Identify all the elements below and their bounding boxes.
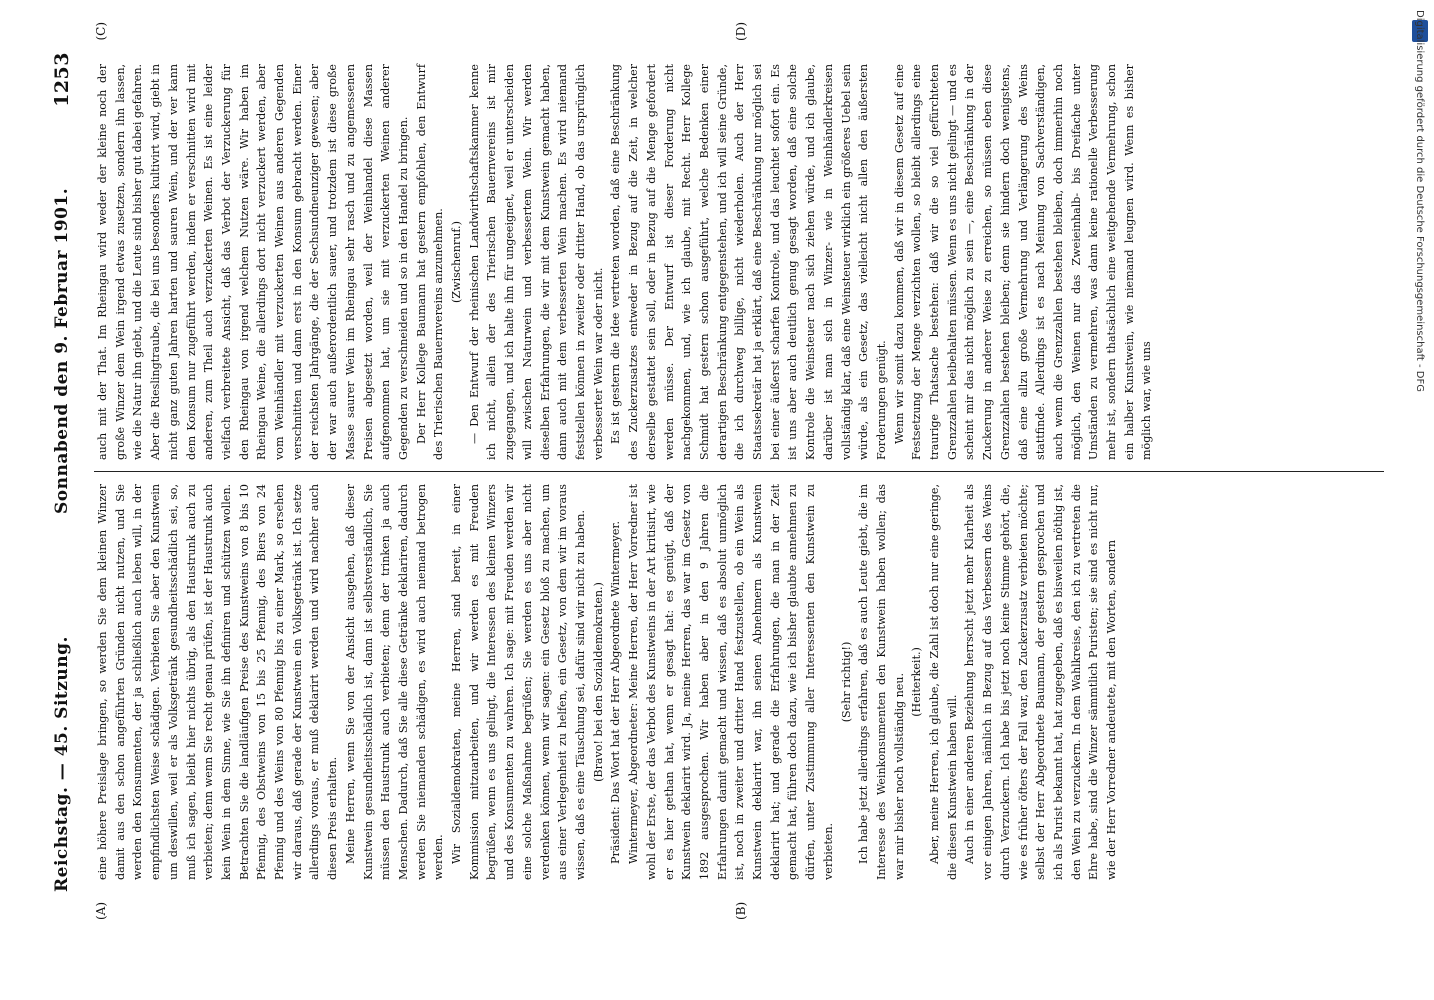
text-columns (94, 22, 1384, 920)
paragraph: Wenn wir somit dazu kommen, daß wir in diesem Gesetz auf eine Festsetzung der Menge verzichten wollen, so bleibt allerdings eine traurige Thatsache bestehen: daß wir die so viel gefürchteten Grenzzahlen beibehalten müssen. Wenn es uns nicht gelingt — und es scheint mir das nicht möglich zu sein —, eine Beschränkung in der Zuckerung in anderer Weise zu erreichen, so müssen eben diese Grenzzahlen bestehen bleiben; denn sie hindern doch wenigstens, daß eine allzu große Vermehrung und Verlängerung des Weins stattfinde. Allerdings ist es nach Meinung von Sachverständigen, auch wenn die Grenzzahlen bestehen bleiben, doch immerhin noch möglich, den Weinen nur das Zweieinhalb- bis Dreifache unter Umständen zu vermehren, was dann keine rationelle Verbesserung mehr ist, sondern thatsächlich eine weitgehende Vermehrung, schon ein halber Kunstwein, wie niemand leugnen wird. Wenn es bisher möglich war, wie uns (892, 64, 1154, 460)
left-column (94, 472, 1384, 892)
header-date: Sonnabend den 9. Februar 1901. (52, 187, 72, 514)
paragraph: Ich habe jetzt allerdings erfahren, daß es auch Leute giebt, die im Interesse des Weinkonsumenten den Kunstwein haben wollen; das war mir bisher noch vollständig neu. (857, 484, 906, 880)
interjection: (Zwischenruf.) (450, 221, 464, 303)
paragraph: auch mit der That. Im Rheingau wird weder der kleine noch der große Winzer dem Wein irgend etwas zusetzen, sondern ihn lassen, wie die Natur ihn giebt, und die Leute sind bisher gut dabei gefahren. Aber die Rieslingtraube, die bei uns besonders kultivirt wird, giebt in nicht ganz guten Jahren harten und sauren Wein, und der ver kann dem Konsum nur zugeführt werden, indem er verschnitten wird mit anderen, zum Theil auch verzuckerten Weinen. Es ist eine leider vielfach verbreitete Ansicht, daß das Verbot der Verzuckerung für den Rheingau von irgend welchem Nutzen wäre. Wir haben im Rheingau Weine, die allerdings dort nicht verzuckert werden, aber vom Weinhändler mit verzuckerten Weinen aus anderen Gegenden verschnitten und dann erst in den Konsum gebracht werden. Einer der reichsten Jahrgänge, die der Sechsundneunziger gewesen; aber der war auch außerordentlich sauer, und trotzdem ist diese große Masse saurer Wein im Rheingau sehr rasch und zu angemessenen Preisen abgesetzt worden, weil der Weinhandel diese Massen aufgenommen hat, um sie mit verzuckerten Weinen anderer Gegenden zu verschneiden und so in den Handel zu bringen. (96, 64, 410, 460)
header-left: Reichstag. — 45. Sitzung. (52, 636, 72, 892)
interjection: (Sehr richtig!) (839, 641, 853, 723)
interjection: (Bravo! bei den Sozialdemokraten.) (591, 582, 605, 782)
paragraph: Auch in einer anderen Beziehung herrscht jetzt mehr Klarheit als vor einigen Jahren, nämlich in Bezug auf das Verbessern des Weins durch Verzuckern. Ich habe bis jetzt noch keine Stimme gehört, die, wie es früher öfters der Fall war, den Zuckerzusatz verbieten möchte; selbst der Herr Abgeordnete Baumann, der gestern gesprochen und ich als Purist bekannt hat, hat zugegeben, daß es bisweilen nöthig ist, den Wein zu verzuckern. In dem Wahlkreise, den ich zu vertreten die Ehre habe, sind die Winzer sämmtlich Puristen; sie sind es nicht nur, wie der Herr Vorredner andeutete, mit den Worten, sondern (963, 484, 1119, 880)
marker-b: (B) (734, 901, 748, 920)
paragraph: eine höhere Preislage bringen, so werden Sie dem kleinen Winzer damit aus den schon angeführten Gründen nicht nutzen, und Sie werden den Konsumenten, der ja schließlich auch leben will, in der empfindlichsten Weise schädigen. Verbieten Sie aber den Kunstwein um deswillen, weil er als Volksgetränk gesundheitsschädlich sei, so, muß ich sagen, bleibt hier nichts übrig, als den Haustrunk auch zu verbieten; denn wenn Sie recht genau prüfen, ist der Haustrunk auch kein Wein in dem Sinne, wie Sie ihn definiren und schützen wollen. Betrachten Sie die landläufigen Preise des Kunstweins von 8 bis 10 Pfennig, des Obstweins von 15 bis 25 Pfennig, des Biers von 24 Pfennig und des Weins von 80 Pfennig bis zu einer Mark, so ersehen wir daraus, daß gerade der Kunstwein ein Volksgetränk ist. Ich setze allerdings voraus, er muß deklarirt werden und wird nachher auch diesen Preis erhalten. (96, 484, 340, 880)
paragraph: Es ist gestern die Idee vertreten worden, daß eine Beschränkung des Zuckerzusatzes entweder in Bezug auf die Zeit, in welcher derselbe gestattet sein soll, oder in Bezug auf die Menge gefordert werden müsse. Der Entwurf ist dieser Forderung nicht nachgekommen, und, wie ich glaube, mit Recht. Herr Kollege Schmidt hat gestern schon ausgeführt, welche Bedenken einer derartigen Beschränkung entgegenstehen, und ich will seine Gründe, die ich durchweg billige, nicht wiederholen. Auch der Herr Staatssekretär hat ja erklärt, daß eine Beschränkung nur möglich sei bei einer äußerst scharfen Kontrole, und das leuchtet sofort ein. Es ist uns aber auch deutlich genug gesagt worden, daß eine solche Kontrole die Weinsteuer nach sich ziehen würde, und ich glaube, darüber ist man sich in Winzer- wie in Weinhändlerkreisen vollständig klar, daß eine Weinsteuer wirklich ein größeres Uebel sein würde, als ein Gesetz, das vielleicht nicht allen den äußersten Forderungen genügt. (609, 64, 888, 460)
paragraph: Wir Sozialdemokraten, meine Herren, sind bereit, in einer Kommission mitzuarbeiten, und wir werden es mit Freuden begrüßen, wenn es uns gelingt, die Interessen des kleinen Winzers und des Konsumenten zu wahren. Ich sage: mit Freuden werden wir eine solche Maßnahme begrüßen; Sie werden es uns aber nicht verdenken können, wenn wir sagen: ein Gesetz bloß zu machen, um aus einer Verlegenheit zu helfen, ein Gesetz, von dem wir im voraus wissen, daß es eine Täuschung sei, dafür sind wir nicht zu haben. (450, 484, 587, 880)
digitization-credit (1408, 10, 1432, 990)
page-header (42, 52, 82, 892)
paragraph: Präsident: Das Wort hat der Herr Abgeordnete Wintermeyer. (609, 521, 623, 864)
paragraph: Der Herr Kollege Baumann hat gestern empfohlen, den Entwurf des Trierischen Bauernvereins anzunehmen. (414, 64, 446, 460)
credit-text: Digitalisierung gefördert durch die Deutsche Forschungsgemeinschaft - DFG (1414, 10, 1425, 393)
marker-d: (D) (734, 22, 748, 41)
right-column (94, 52, 1384, 472)
paragraph: Aber, meine Herren, ich glaube, die Zahl ist doch nur eine geringe, die diesen Kunstwein haben will. (928, 484, 959, 880)
page-number: 1253 (51, 52, 73, 107)
interjection: (Heiterkeit.) (910, 647, 924, 717)
paragraph: — Den Entwurf der rheinischen Landwirthschaftskammer kenne ich nicht, allein der des Trierischen Bauernvereins ist mir zugegangen, und ich halte ihn für ungeeignet, weil er unterscheiden will zwischen Naturwein und verbessertem Wein. Wir werden dieselben Erfahrungen, die wir mit dem Kunstwein gemacht haben, dann auch mit dem verbesserten Wein machen. Es wird niemand feststellen können in zweiter oder dritter Hand, ob das ursprünglich verbesserter Wein war oder nicht. (467, 64, 605, 460)
paragraph: Wintermeyer, Abgeordneter: Meine Herren, der Herr Vorredner ist wohl der Erste, der das Verbot des Kunstweins in der Art kritisirt, wie er es hier gethan hat, wenn er gesagt hat: es genügt, daß der Kunstwein deklarirt wird. Ja, meine Herren, das war im Gesetz von 1892 ausgesprochen. Wir haben aber in den 9 Jahren die Erfahrungen damit gemacht und wissen, daß es absolut unmöglich ist, noch in zweiter und dritter Hand festzustellen, ob ein Wein als Kunstwein deklarirt war, ihn seinen Abnehmern als Kunstwein deklarirt hat; und gerade die Erfahrungen, die man in der Zeit gemacht hat, führen doch dazu, wie ich bisher glaubte annehmen zu dürfen, unter Zustimmung aller Interessenten den Kunstwein zu verbieten. (627, 484, 835, 880)
paragraph: Meine Herren, wenn Sie von der Ansicht ausgehen, daß dieser Kunstwein gesundheitsschädlich ist, dann ist selbstverständlich, Sie müssen den Haustrunk auch verbieten; denn der trinken ja auch Menschen. Dadurch, daß Sie alle diese Getränke deklariren, dadurch werden Sie niemanden schädigen, es wird auch niemand betrogen werden. (343, 484, 446, 880)
marker-a: (A) (94, 901, 108, 920)
marker-c: (C) (94, 22, 108, 41)
